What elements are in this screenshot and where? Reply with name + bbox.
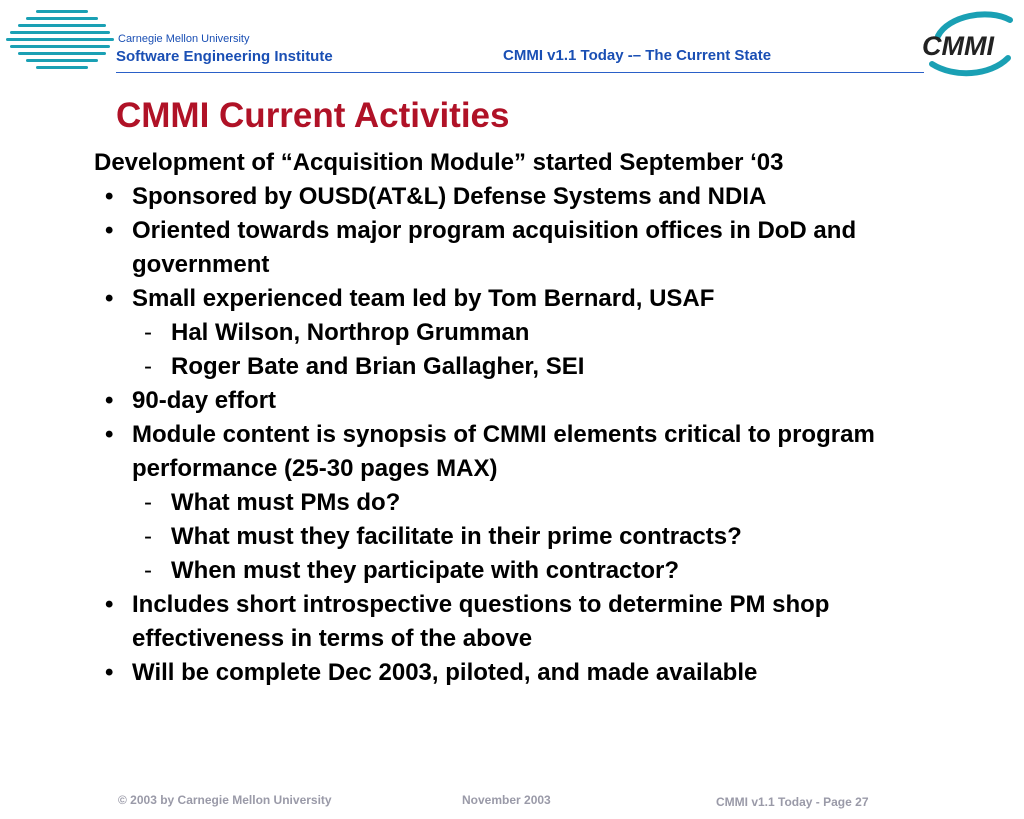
bullet-item	[94, 214, 994, 282]
dash-icon: -	[144, 523, 152, 550]
bullet-item	[94, 656, 994, 690]
cmmi-logo-text: CMMI	[922, 31, 994, 61]
bullet-dot-icon: •	[105, 591, 114, 618]
footer-copyright: © 2003 by Carnegie Mellon University	[118, 793, 332, 807]
bullet-dot-icon: •	[105, 421, 114, 448]
bullet-text: Includes short introspective questions to determine PM shop effectiveness in terms of the above	[132, 591, 830, 652]
dash-icon: -	[144, 353, 152, 380]
sub-bullet-item	[94, 350, 994, 384]
dash-icon: -	[144, 557, 152, 584]
sub-bullet-text: What must they facilitate in their prime contracts?	[171, 523, 742, 550]
sub-bullet-text: Hal Wilson, Northrop Grumman	[171, 319, 530, 346]
bullet-text: Will be complete Dec 2003, piloted, and made available	[132, 659, 758, 686]
sei-logo	[6, 6, 116, 78]
bullet-dot-icon: •	[105, 217, 114, 244]
sub-bullet-text: When must they participate with contractor?	[171, 557, 680, 584]
bullet-text: Oriented towards major program acquisition offices in DoD and government	[132, 217, 857, 278]
bullet-text: Small experienced team led by Tom Bernard, USAF	[132, 285, 715, 312]
bullet-text: Module content is synopsis of CMMI elements critical to program performance (25-30 pages MAX)	[132, 421, 875, 482]
university-name: Carnegie Mellon University	[118, 33, 250, 45]
slide-content	[94, 146, 994, 690]
cmmi-logo	[918, 6, 1018, 86]
bullet-item	[94, 384, 994, 418]
slide-title: CMMI Current Activities	[116, 96, 510, 135]
header-divider	[116, 72, 924, 73]
bullet-dot-icon: •	[105, 387, 114, 414]
sub-bullet-item	[94, 316, 994, 350]
sub-bullet-text: What must PMs do?	[171, 489, 401, 516]
bullet-dot-icon: •	[105, 285, 114, 312]
sub-bullet-text: Roger Bate and Brian Gallagher, SEI	[171, 353, 585, 380]
sub-bullet-item	[94, 520, 994, 554]
sub-bullet-item	[94, 486, 994, 520]
lead-text: Development of “Acquisition Module” started September ‘03	[94, 149, 784, 176]
institute-name: Software Engineering Institute	[116, 48, 333, 65]
bullet-item	[94, 418, 994, 486]
bullet-text: 90-day effort	[132, 387, 277, 414]
footer-date: November 2003	[462, 793, 551, 807]
bullet-item	[94, 282, 994, 316]
bullet-text: Sponsored by OUSD(AT&L) Defense Systems and NDIA	[132, 183, 767, 210]
header-title: CMMI v1.1 Today -– The Current State	[503, 47, 772, 64]
dash-icon: -	[144, 489, 152, 516]
bullet-dot-icon: •	[105, 183, 114, 210]
bullet-item	[94, 180, 994, 214]
bullet-dot-icon: •	[105, 659, 114, 686]
bullet-item	[94, 588, 994, 656]
dash-icon: -	[144, 319, 152, 346]
sub-bullet-item	[94, 554, 994, 588]
footer-page-number: CMMI v1.1 Today - Page 27	[716, 795, 869, 809]
